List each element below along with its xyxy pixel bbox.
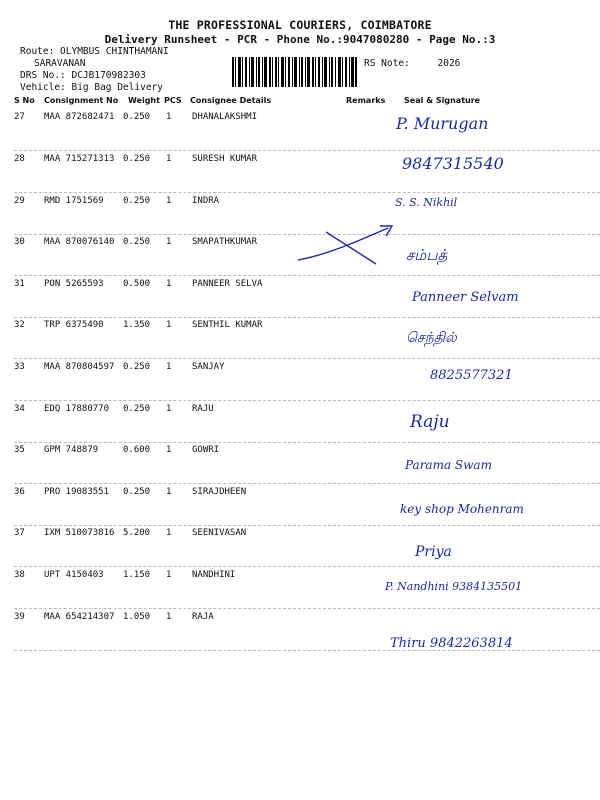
rs-note-label: RS Note: <box>364 58 410 69</box>
vehicle-text: Vehicle: Big Bag Delivery <box>20 82 163 93</box>
row-sno: 30 <box>14 237 25 247</box>
row-pcs: 1 <box>166 196 172 206</box>
row-sno: 29 <box>14 196 25 206</box>
row-consignee: INDRA <box>192 196 220 206</box>
row-consignee: PANNEER SELVA <box>192 279 263 289</box>
signature: சம்பத் <box>406 246 448 264</box>
row-sno: 28 <box>14 154 25 164</box>
row-weight: 0.250 <box>123 154 151 164</box>
signature: P. Nandhini 9384135501 <box>385 580 523 593</box>
signature: S. S. Nikhil <box>395 196 458 209</box>
row-consignee: SENTHIL KUMAR <box>192 320 263 330</box>
signature: செந்தில் <box>406 330 457 346</box>
row-consignee: RAJA <box>192 612 214 622</box>
row-weight: 5.200 <box>123 528 151 538</box>
row-pcs: 1 <box>166 320 172 330</box>
row-consignment: MAA 870804597 <box>44 362 115 372</box>
signature: 9847315540 <box>402 154 504 173</box>
row-consignment: MAA 654214307 <box>44 612 115 622</box>
row-pcs: 1 <box>166 154 172 164</box>
row-consignment: PRO 19083551 <box>44 487 110 497</box>
row-consignment: MAA 872682471 <box>44 112 115 122</box>
row-pcs: 1 <box>166 237 172 247</box>
row-sno: 31 <box>14 279 25 289</box>
company-title: THE PROFESSIONAL COURIERS, COIMBATORE <box>168 18 432 32</box>
row-sno: 38 <box>14 570 25 580</box>
arrow-scribble <box>296 220 406 270</box>
row-pcs: 1 <box>166 279 172 289</box>
table-header <box>14 96 600 108</box>
col-consignee: Consignee Details <box>190 96 272 105</box>
signature: Parama Swam <box>405 458 492 472</box>
row-sno: 27 <box>14 112 25 122</box>
row-weight: 1.150 <box>123 570 151 580</box>
row-pcs: 1 <box>166 445 172 455</box>
row-consignee: GOWRI <box>192 445 220 455</box>
row-weight: 0.250 <box>123 237 151 247</box>
signature: P. Murugan <box>396 114 489 133</box>
row-consignment: MAA 870076140 <box>44 237 115 247</box>
row-weight: 0.500 <box>123 279 151 289</box>
row-consignment: IXM 510073816 <box>44 528 115 538</box>
row-consignee: SURESH KUMAR <box>192 154 258 164</box>
row-consignee: DHANALAKSHMI <box>192 112 258 122</box>
row-consignee: SEENIVASAN <box>192 528 247 538</box>
row-consignment: PON 5265593 <box>44 279 104 289</box>
table-row <box>14 108 600 151</box>
row-sno: 32 <box>14 320 25 330</box>
col-pcs: PCS <box>164 96 182 105</box>
row-consignment: GPM 748879 <box>44 445 99 455</box>
row-pcs: 1 <box>166 362 172 372</box>
signature: Raju <box>410 412 450 432</box>
rs-note <box>364 58 460 69</box>
staff-text: SARAVANAN <box>34 58 86 69</box>
row-consignee: RAJU <box>192 404 214 414</box>
row-consignee: SMAPATHKUMAR <box>192 237 258 247</box>
col-weight: Weight <box>128 96 160 105</box>
row-sno: 37 <box>14 528 25 538</box>
row-sno: 34 <box>14 404 25 414</box>
row-consignment: EDQ 17880770 <box>44 404 110 414</box>
col-consignment: Consignment No <box>44 96 119 105</box>
runsheet-subtitle: Delivery Runsheet - PCR - Phone No.:9047080280 - Page No.:3 <box>104 33 496 46</box>
row-weight: 1.050 <box>123 612 151 622</box>
row-consignment: MAA 715271313 <box>44 154 115 164</box>
row-sno: 35 <box>14 445 25 455</box>
signature: Panneer Selvam <box>412 290 519 305</box>
col-sno: S No <box>14 96 35 105</box>
table-row <box>14 150 600 193</box>
row-consignee: NANDHINI <box>192 570 236 580</box>
row-pcs: 1 <box>166 570 172 580</box>
row-sno: 39 <box>14 612 25 622</box>
row-sno: 36 <box>14 487 25 497</box>
barcode-image <box>232 57 357 87</box>
row-weight: 1.350 <box>123 320 151 330</box>
route-text: Route: OLYMBUS CHINTHAMANI <box>20 46 169 57</box>
table-row <box>14 316 600 359</box>
drs-text: DRS No.: DCJB170982303 <box>20 70 146 81</box>
row-weight: 0.250 <box>123 112 151 122</box>
row-consignment: RMD 1751569 <box>44 196 104 206</box>
signature: Thiru 9842263814 <box>390 636 513 651</box>
row-pcs: 1 <box>166 112 172 122</box>
row-weight: 0.250 <box>123 487 151 497</box>
row-pcs: 1 <box>166 528 172 538</box>
row-pcs: 1 <box>166 404 172 414</box>
row-pcs: 1 <box>166 612 172 622</box>
signature: key shop Mohenram <box>400 502 524 516</box>
row-weight: 0.250 <box>123 404 151 414</box>
row-consignment: TRP 6375490 <box>44 320 104 330</box>
row-consignment: UPT 4150403 <box>44 570 104 580</box>
row-weight: 0.250 <box>123 362 151 372</box>
row-pcs: 1 <box>166 487 172 497</box>
table-row <box>14 524 600 567</box>
col-remarks: Remarks <box>346 96 386 105</box>
table-row <box>14 441 600 484</box>
row-consignee: SIRAJDHEEN <box>192 487 247 497</box>
table-row <box>14 400 600 443</box>
row-weight: 0.250 <box>123 196 151 206</box>
row-consignee: SANJAY <box>192 362 225 372</box>
rs-note-date: 2026 <box>437 58 461 69</box>
signature: 8825577321 <box>430 368 513 383</box>
row-weight: 0.600 <box>123 445 151 455</box>
col-seal: Seal & Signature <box>404 96 481 105</box>
signature: Priya <box>415 544 452 560</box>
row-sno: 33 <box>14 362 25 372</box>
